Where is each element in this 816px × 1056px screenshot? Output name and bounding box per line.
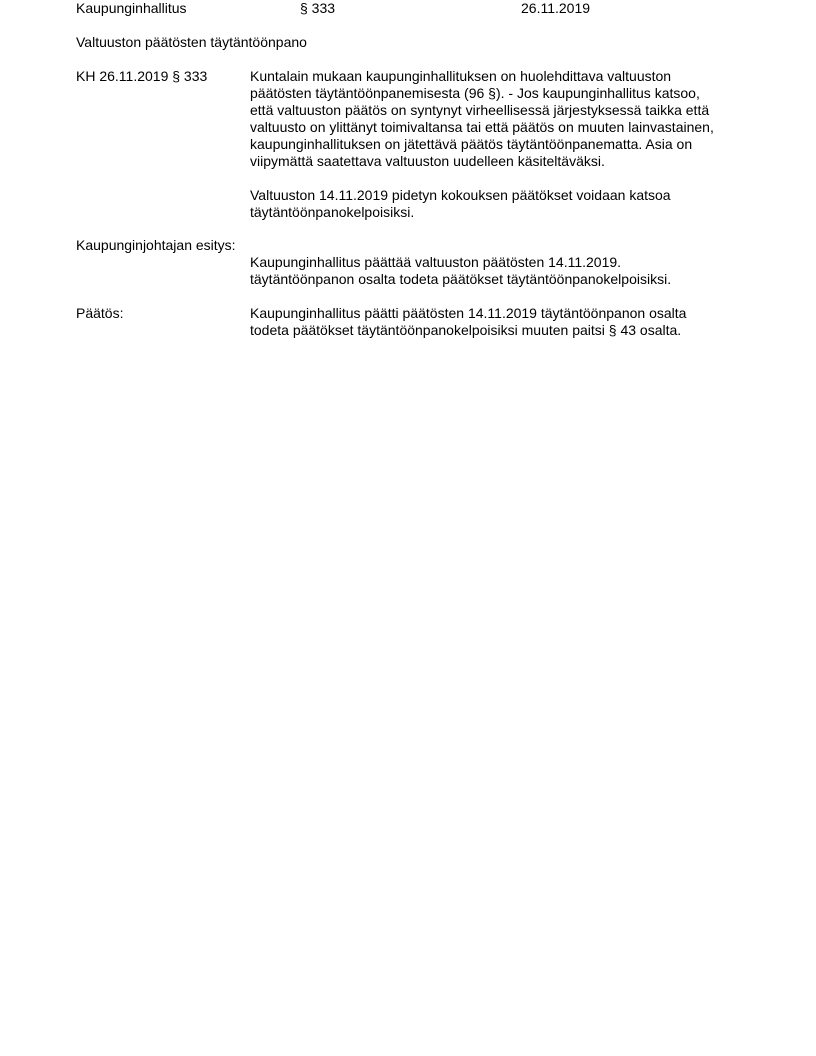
header-section-number: § 333	[300, 0, 336, 16]
preparation-label: KH 26.11.2019 § 333	[76, 68, 208, 84]
preparation-line: päätösten täytäntöönpanemisesta (96 §). - Jos kaupunginhallitus katsoo,	[250, 85, 700, 101]
document-title: Valtuuston päätösten täytäntöönpano	[76, 34, 307, 50]
preparation-line: viipymättä saatettava valtuuston uudelleen käsiteltäväksi.	[250, 153, 605, 169]
preparation-line: että valtuuston päätös on syntynyt virheellisessä järjestyksessä taikka että	[250, 102, 710, 118]
proposal-label: Kaupunginjohtajan esitys:	[76, 237, 236, 253]
proposal-line: Kaupunginhallitus päättää valtuuston päätösten 14.11.2019.	[250, 254, 622, 270]
preparation-line: Kuntalain mukaan kaupunginhallituksen on huolehdittava valtuuston	[250, 68, 672, 84]
preparation-line: täytäntöönpanokelpoisiksi.	[250, 204, 415, 220]
decision-line: todeta päätökset täytäntöönpanokelpoisiksi muuten paitsi § 43 osalta.	[250, 322, 682, 338]
decision-label: Päätös:	[76, 305, 124, 321]
proposal-text	[250, 254, 760, 288]
header-body-name: Kaupunginhallitus	[76, 0, 187, 16]
preparation-line: kaupunginhallituksen on jätettävä päätös täytäntöönpanematta. Asia on	[250, 136, 693, 152]
decision-line: Kaupunginhallitus päätti päätösten 14.11.2019 täytäntöönpanon osalta	[250, 305, 687, 321]
decision-text	[250, 305, 760, 339]
preparation-line: valtuusto on ylittänyt toimivaltansa tai että päätös on muuten lainvastainen,	[250, 119, 714, 135]
header-date: 26.11.2019	[521, 0, 591, 16]
proposal-line: täytäntöönpanon osalta todeta päätökset täytäntöönpanokelpoisiksi.	[250, 271, 672, 287]
preparation-line: Valtuuston 14.11.2019 pidetyn kokouksen päätökset voidaan katsoa	[250, 187, 671, 203]
preparation-text	[250, 68, 760, 221]
